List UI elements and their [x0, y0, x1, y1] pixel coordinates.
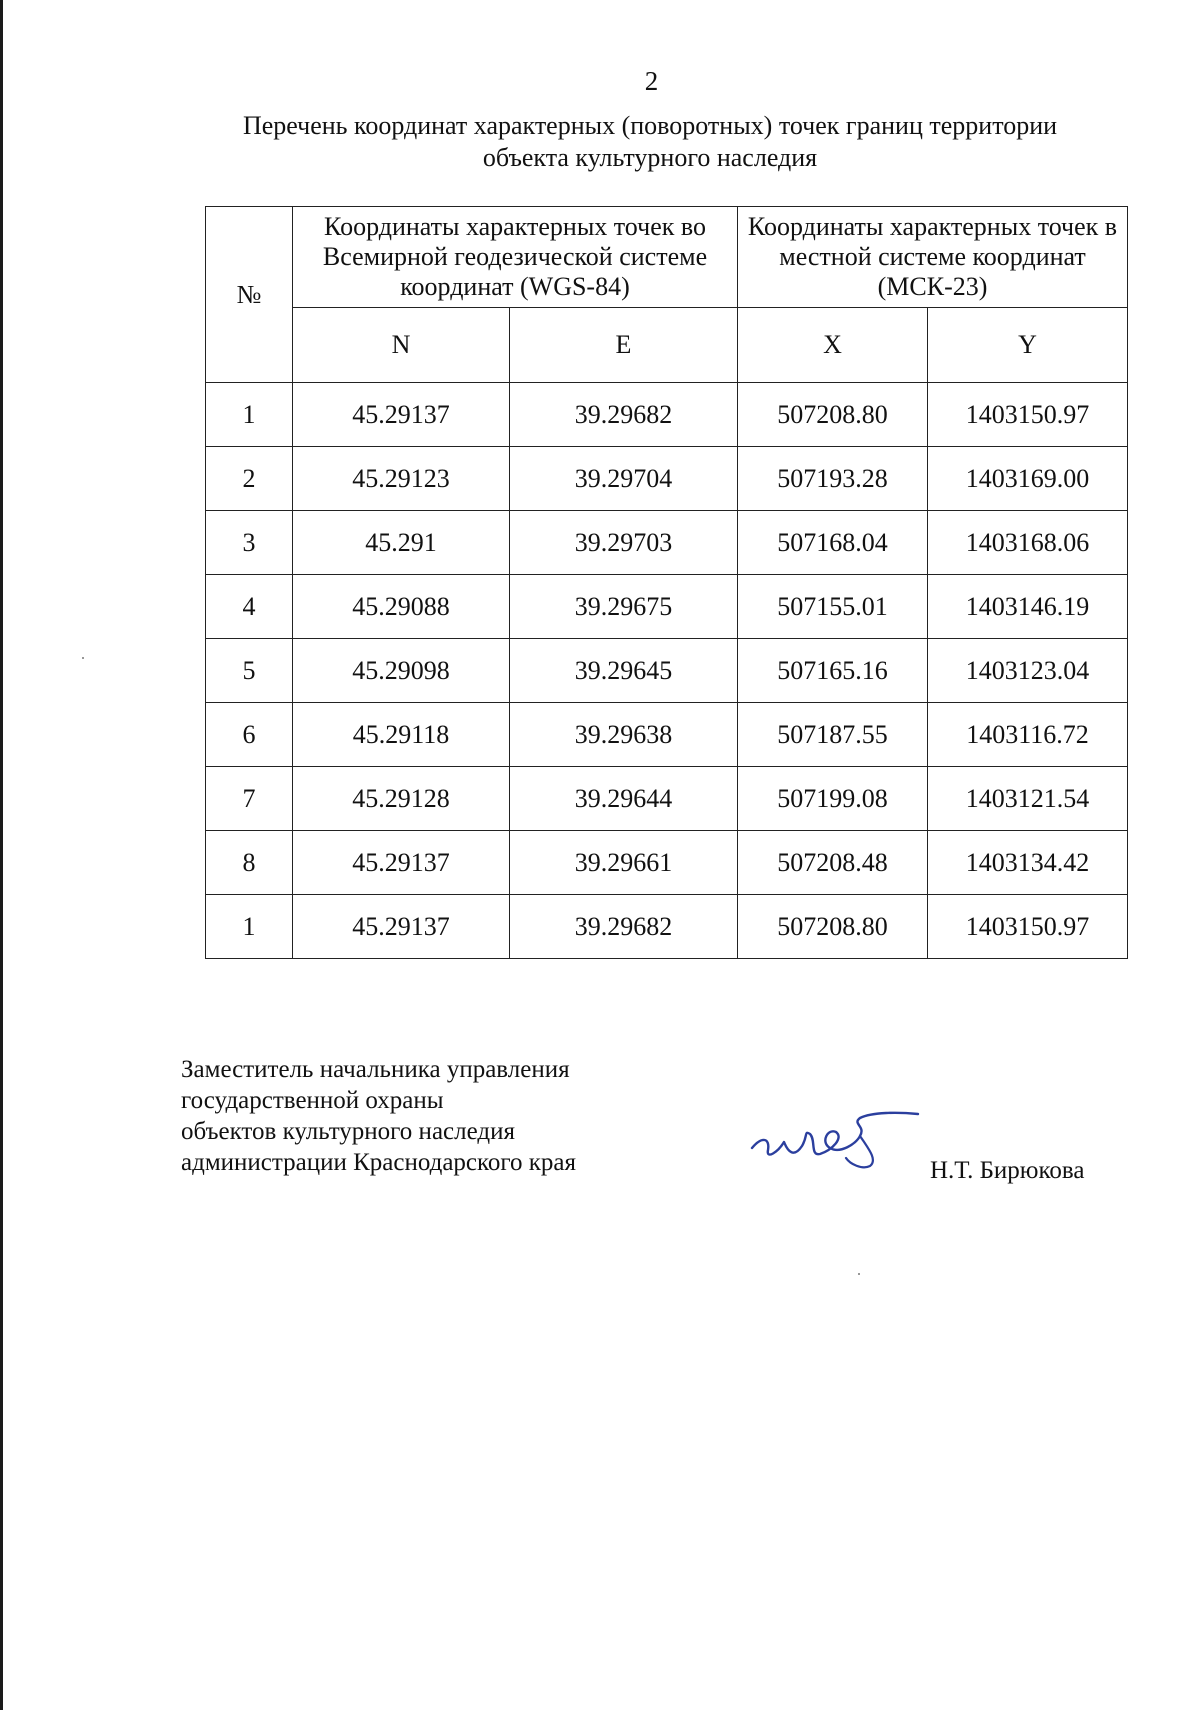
table-row — [206, 895, 1128, 959]
cell-n: 45.29137 — [293, 831, 510, 895]
signatory-position-line: администрации Краснодарского края — [181, 1149, 577, 1176]
cell-number: 3 — [206, 511, 293, 575]
header-x: X — [738, 308, 928, 383]
cell-x: 507199.08 — [738, 767, 928, 831]
cell-x: 507208.80 — [738, 383, 928, 447]
cell-number: 6 — [206, 703, 293, 767]
cell-e: 39.29682 — [510, 895, 738, 959]
header-number: № — [206, 207, 293, 383]
cell-e: 39.29703 — [510, 511, 738, 575]
table-row — [206, 511, 1128, 575]
cell-y: 1403134.42 — [928, 831, 1128, 895]
cell-e: 39.29675 — [510, 575, 738, 639]
cell-n: 45.29118 — [293, 703, 510, 767]
cell-number: 8 — [206, 831, 293, 895]
cell-n: 45.29137 — [293, 895, 510, 959]
signer-name: Н.Т. Бирюкова — [930, 1157, 1085, 1184]
cell-y: 1403123.04 — [928, 639, 1128, 703]
header-n: N — [293, 308, 510, 383]
cell-x: 507193.28 — [738, 447, 928, 511]
cell-e: 39.29704 — [510, 447, 738, 511]
cell-number: 7 — [206, 767, 293, 831]
cell-n: 45.29123 — [293, 447, 510, 511]
header-y: Y — [928, 308, 1128, 383]
signatory-position — [181, 1054, 576, 1178]
cell-x: 507187.55 — [738, 703, 928, 767]
cell-number: 2 — [206, 447, 293, 511]
cell-y: 1403150.97 — [928, 895, 1128, 959]
table-row — [206, 831, 1128, 895]
cell-x: 507155.01 — [738, 575, 928, 639]
table-row — [206, 575, 1128, 639]
cell-number: 5 — [206, 639, 293, 703]
signatory-position-line: государственной охраны — [181, 1087, 444, 1114]
page-number: 2 — [644, 66, 659, 96]
cell-n: 45.291 — [293, 511, 510, 575]
signature-stroke — [752, 1113, 918, 1155]
table-row — [206, 639, 1128, 703]
cell-number: 4 — [206, 575, 293, 639]
header-wgs-group: Координаты характерных точек во Всемирной геодезической системе координат (WGS-84) — [293, 207, 738, 308]
cell-e: 39.29682 — [510, 383, 738, 447]
header-e: E — [510, 308, 738, 383]
table-subheader-row — [206, 308, 1128, 383]
scan-edge — [0, 0, 3, 1710]
cell-y: 1403169.00 — [928, 447, 1128, 511]
cell-x: 507208.80 — [738, 895, 928, 959]
header-msk-group: Координаты характерных точек в местной системе координат (МСК-23) — [738, 207, 1128, 308]
cell-e: 39.29638 — [510, 703, 738, 767]
signature-stroke — [846, 1136, 873, 1167]
cell-y: 1403121.54 — [928, 767, 1128, 831]
document-title — [150, 110, 1150, 174]
cell-e: 39.29645 — [510, 639, 738, 703]
cell-x: 507168.04 — [738, 511, 928, 575]
cell-number: 1 — [206, 383, 293, 447]
cell-e: 39.29644 — [510, 767, 738, 831]
scan-speck — [858, 1273, 860, 1275]
table-row — [206, 383, 1128, 447]
cell-x: 507208.48 — [738, 831, 928, 895]
handwritten-signature — [748, 1108, 928, 1178]
table-row — [206, 447, 1128, 511]
cell-n: 45.29098 — [293, 639, 510, 703]
table-header-row — [206, 207, 1128, 308]
signatory-position-line: объектов культурного наследия — [181, 1118, 515, 1145]
cell-n: 45.29088 — [293, 575, 510, 639]
cell-y: 1403168.06 — [928, 511, 1128, 575]
document-title-line: Перечень координат характерных (поворотных) точек границ территории — [242, 111, 1058, 140]
coordinates-table — [205, 206, 1128, 959]
table-row — [206, 703, 1128, 767]
signatory-position-line: Заместитель начальника управления — [181, 1056, 570, 1083]
scan-speck — [82, 657, 84, 659]
cell-y: 1403150.97 — [928, 383, 1128, 447]
document-title-line: объекта культурного наследия — [482, 143, 818, 172]
cell-y: 1403146.19 — [928, 575, 1128, 639]
cell-y: 1403116.72 — [928, 703, 1128, 767]
cell-e: 39.29661 — [510, 831, 738, 895]
cell-n: 45.29137 — [293, 383, 510, 447]
cell-number: 1 — [206, 895, 293, 959]
cell-x: 507165.16 — [738, 639, 928, 703]
cell-n: 45.29128 — [293, 767, 510, 831]
table-row — [206, 767, 1128, 831]
